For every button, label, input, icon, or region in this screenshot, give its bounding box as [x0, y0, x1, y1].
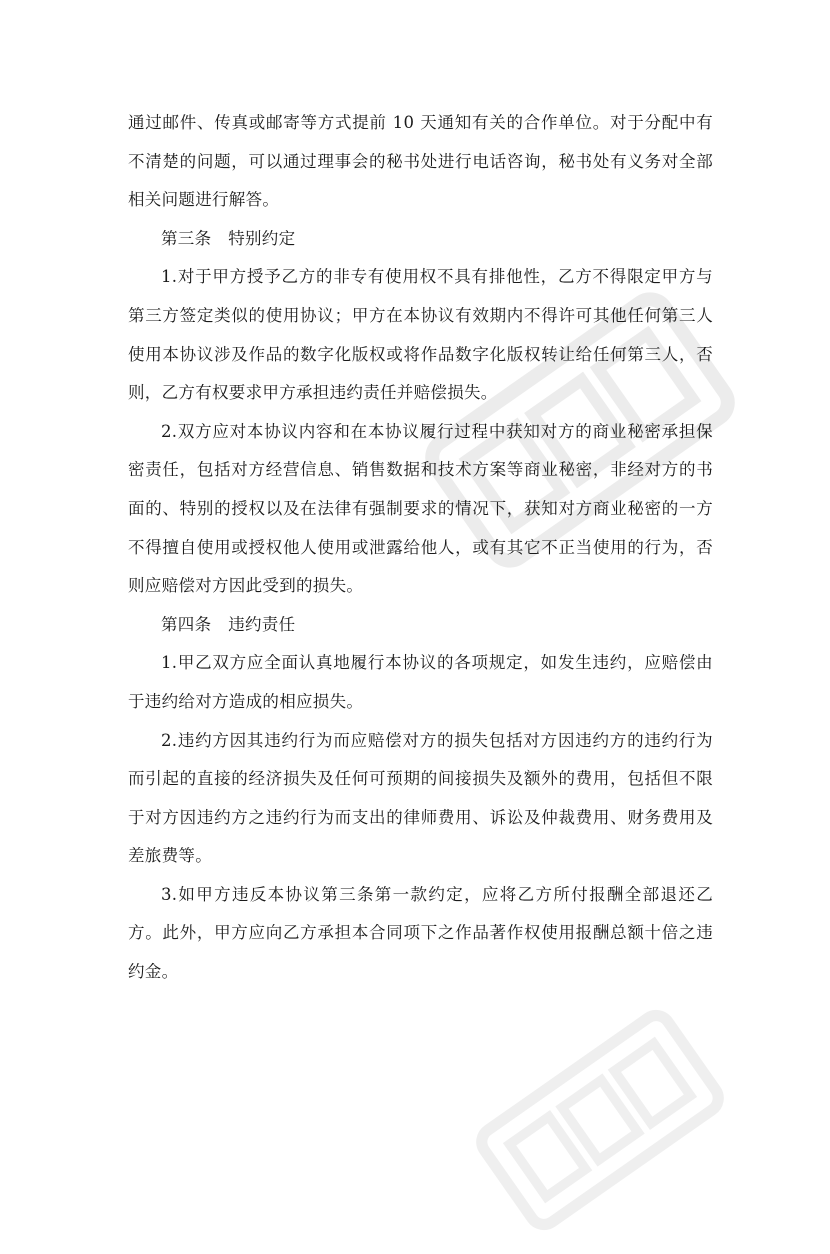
- article-3-clause-1: 1.对于甲方授予乙方的非专有使用权不具有排他性，乙方不得限定甲方与第三方签定类似的使用协议；甲方在本协议有效期内不得许可其他任何第三人使用本协议涉及作品的数字化版权或将作品数字化版权转让给任何第三人，否则，乙方有权要求甲方承担违约责任并赔偿损失。: [128, 267, 713, 403]
- article-3-heading: 第三条 特别约定: [161, 228, 296, 248]
- article-4-clause-3: 3.如甲方违反本协议第三条第一款约定，应将乙方所付报酬全部退还乙方。此外，甲方应向乙方承担本合同项下之作品著作权使用报酬总额十倍之违约金。: [128, 884, 713, 982]
- paragraph-continuation: 通过邮件、传真或邮寄等方式提前 10 天通知有关的合作单位。对于分配中有不清楚的问题，可以通过理事会的秘书处进行电话咨询，秘书处有义务对全部相关问题进行解答。: [128, 113, 713, 210]
- article-4-heading: 第四条 违约责任: [161, 614, 296, 634]
- article-3-clause-2: 2.双方应对本协议内容和在本协议履行过程中获知对方的商业秘密承担保密责任，包括对方经营信息、销售数据和技术方案等商业秘密，非经对方的书面的、特别的授权以及在法律有强制要求的情况下，获知对方商业秘密的一方不得擅自使用或授权他人使用或泄露给他人，或有其它不正当使用的行为，否则应赔偿对方因此受到的损失。: [128, 421, 713, 596]
- document-body: [128, 104, 713, 992]
- article-4-clause-2: 2.违约方因其违约行为而应赔偿对方的损失包括对方因违约方的违约行为而引起的直接的经济损失及任何可预期的间接损失及额外的费用，包括但不限于对方因违约方之违约行为而支出的律师费用、诉讼及仲裁费用、财务费用及差旅费等。: [128, 730, 713, 866]
- watermark-logo-bottom: [456, 986, 744, 1254]
- article-4-clause-1: 1.甲乙双方应全面认真地履行本协议的各项规定，如发生违约，应赔偿由于违约给对方造成的相应损失。: [128, 653, 713, 711]
